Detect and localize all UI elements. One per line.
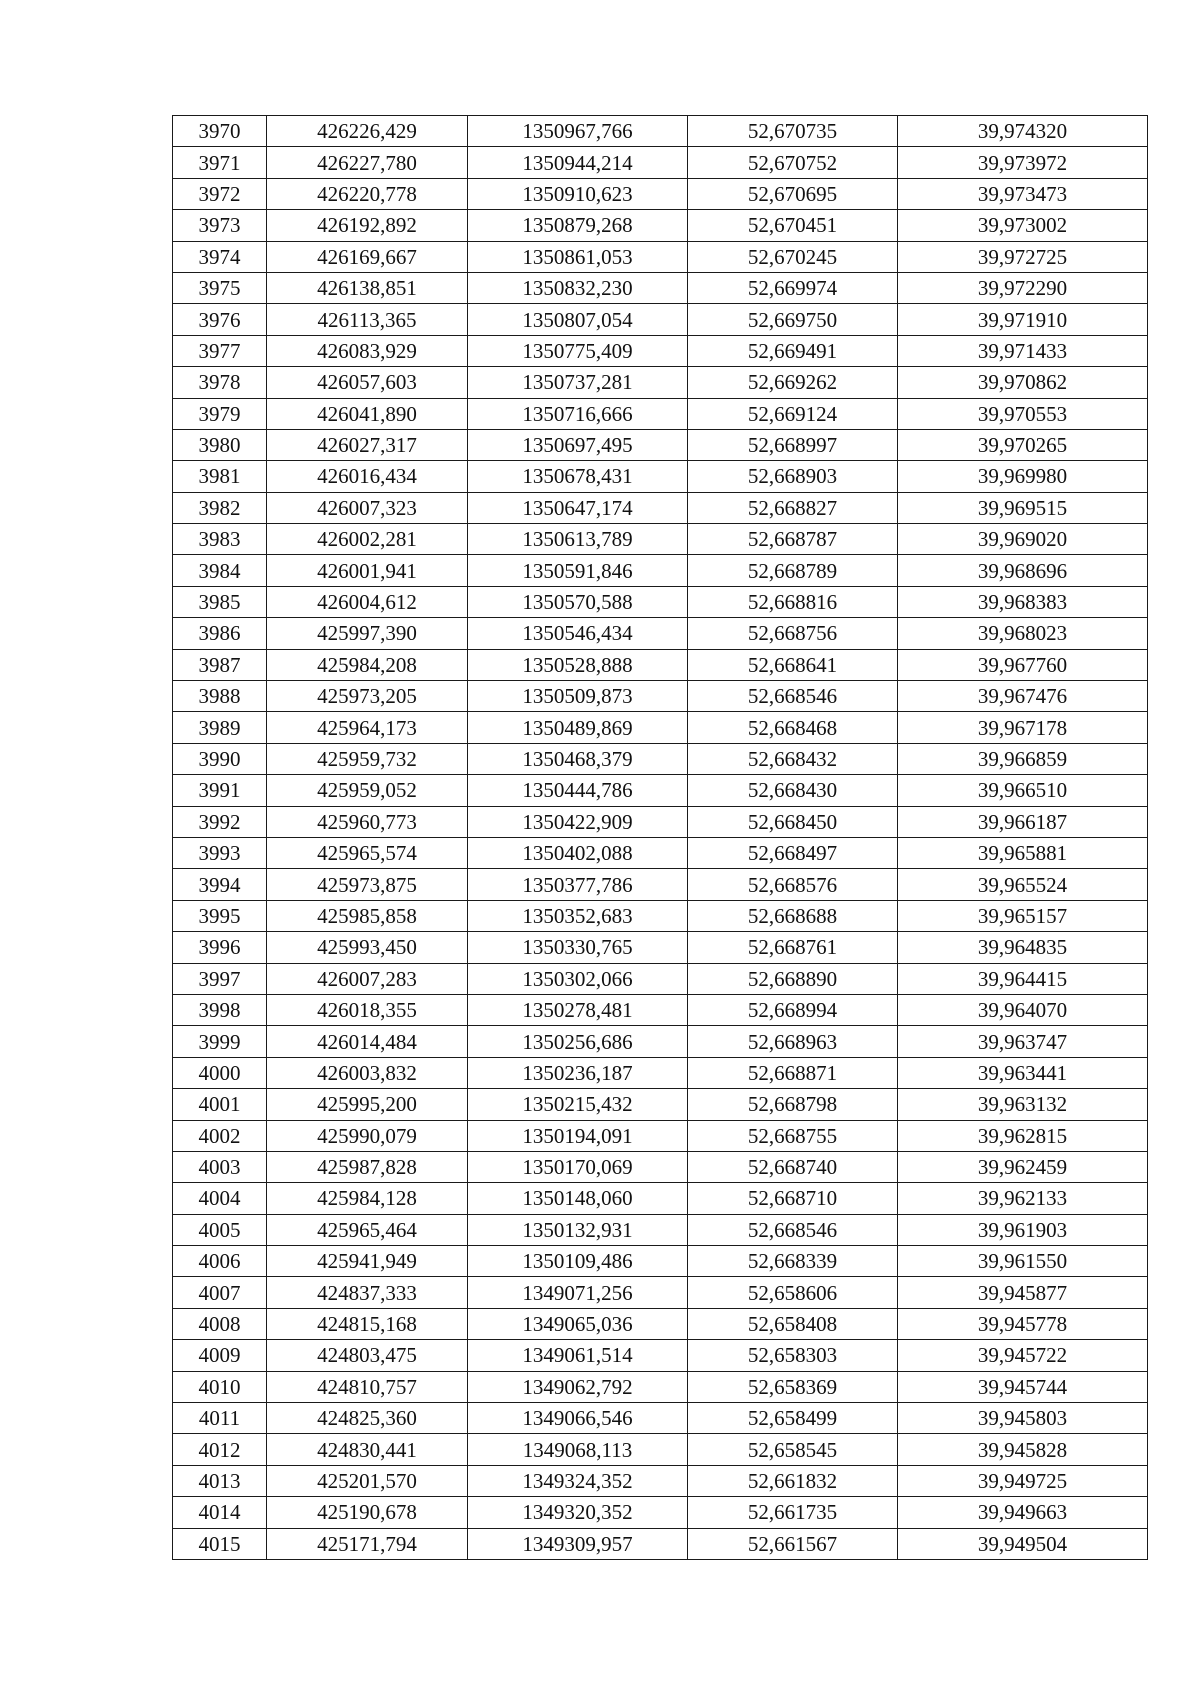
longitude-cell: 39,949725: [898, 1465, 1148, 1496]
table-row: [173, 775, 1148, 806]
y-coordinate-cell: 1350468,379: [468, 743, 688, 774]
longitude-cell: 39,973972: [898, 147, 1148, 178]
x-coordinate-cell: 426007,283: [267, 963, 468, 994]
table-body: [173, 116, 1148, 1560]
point-number-cell: 4013: [173, 1465, 267, 1496]
x-coordinate-cell: 425997,390: [267, 618, 468, 649]
x-coordinate-cell: 426138,851: [267, 272, 468, 303]
longitude-cell: 39,970553: [898, 398, 1148, 429]
point-number-cell: 3986: [173, 618, 267, 649]
latitude-cell: 52,661832: [688, 1465, 898, 1496]
y-coordinate-cell: 1349061,514: [468, 1340, 688, 1371]
longitude-cell: 39,969020: [898, 524, 1148, 555]
table-row: [173, 1120, 1148, 1151]
point-number-cell: 4007: [173, 1277, 267, 1308]
longitude-cell: 39,967476: [898, 681, 1148, 712]
point-number-cell: 3987: [173, 649, 267, 680]
x-coordinate-cell: 424830,441: [267, 1434, 468, 1465]
longitude-cell: 39,949504: [898, 1528, 1148, 1559]
y-coordinate-cell: 1349062,792: [468, 1371, 688, 1402]
longitude-cell: 39,970862: [898, 367, 1148, 398]
longitude-cell: 39,945828: [898, 1434, 1148, 1465]
point-number-cell: 3988: [173, 681, 267, 712]
y-coordinate-cell: 1349068,113: [468, 1434, 688, 1465]
y-coordinate-cell: 1349071,256: [468, 1277, 688, 1308]
y-coordinate-cell: 1349324,352: [468, 1465, 688, 1496]
table-row: [173, 1026, 1148, 1057]
x-coordinate-cell: 425171,794: [267, 1528, 468, 1559]
y-coordinate-cell: 1350489,869: [468, 712, 688, 743]
latitude-cell: 52,670695: [688, 178, 898, 209]
x-coordinate-cell: 425965,464: [267, 1214, 468, 1245]
table-row: [173, 335, 1148, 366]
latitude-cell: 52,670451: [688, 210, 898, 241]
latitude-cell: 52,658606: [688, 1277, 898, 1308]
y-coordinate-cell: 1350444,786: [468, 775, 688, 806]
latitude-cell: 52,668432: [688, 743, 898, 774]
x-coordinate-cell: 425965,574: [267, 837, 468, 868]
longitude-cell: 39,962815: [898, 1120, 1148, 1151]
table-row: [173, 1246, 1148, 1277]
x-coordinate-cell: 425984,208: [267, 649, 468, 680]
longitude-cell: 39,945778: [898, 1308, 1148, 1339]
latitude-cell: 52,668890: [688, 963, 898, 994]
latitude-cell: 52,669262: [688, 367, 898, 398]
table-row: [173, 1497, 1148, 1528]
latitude-cell: 52,668688: [688, 900, 898, 931]
latitude-cell: 52,668787: [688, 524, 898, 555]
x-coordinate-cell: 426192,892: [267, 210, 468, 241]
longitude-cell: 39,961903: [898, 1214, 1148, 1245]
y-coordinate-cell: 1350236,187: [468, 1057, 688, 1088]
latitude-cell: 52,669124: [688, 398, 898, 429]
y-coordinate-cell: 1350302,066: [468, 963, 688, 994]
point-number-cell: 3992: [173, 806, 267, 837]
table-row: [173, 147, 1148, 178]
x-coordinate-cell: 426220,778: [267, 178, 468, 209]
y-coordinate-cell: 1350148,060: [468, 1183, 688, 1214]
longitude-cell: 39,963441: [898, 1057, 1148, 1088]
latitude-cell: 52,668641: [688, 649, 898, 680]
table-row: [173, 1340, 1148, 1371]
y-coordinate-cell: 1350832,230: [468, 272, 688, 303]
table-row: [173, 1183, 1148, 1214]
point-number-cell: 3982: [173, 492, 267, 523]
table-row: [173, 649, 1148, 680]
y-coordinate-cell: 1350944,214: [468, 147, 688, 178]
latitude-cell: 52,661567: [688, 1528, 898, 1559]
x-coordinate-cell: 426227,780: [267, 147, 468, 178]
x-coordinate-cell: 426018,355: [267, 994, 468, 1025]
y-coordinate-cell: 1350330,765: [468, 932, 688, 963]
latitude-cell: 52,661735: [688, 1497, 898, 1528]
longitude-cell: 39,964835: [898, 932, 1148, 963]
table-row: [173, 1089, 1148, 1120]
latitude-cell: 52,670752: [688, 147, 898, 178]
table-row: [173, 1057, 1148, 1088]
latitude-cell: 52,668430: [688, 775, 898, 806]
longitude-cell: 39,964070: [898, 994, 1148, 1025]
table-row: [173, 869, 1148, 900]
latitude-cell: 52,668827: [688, 492, 898, 523]
table-row: [173, 461, 1148, 492]
latitude-cell: 52,668497: [688, 837, 898, 868]
longitude-cell: 39,971433: [898, 335, 1148, 366]
y-coordinate-cell: 1350528,888: [468, 649, 688, 680]
x-coordinate-cell: 426083,929: [267, 335, 468, 366]
longitude-cell: 39,965157: [898, 900, 1148, 931]
latitude-cell: 52,670735: [688, 116, 898, 147]
point-number-cell: 3995: [173, 900, 267, 931]
table-row: [173, 743, 1148, 774]
latitude-cell: 52,669750: [688, 304, 898, 335]
y-coordinate-cell: 1350278,481: [468, 994, 688, 1025]
latitude-cell: 52,668755: [688, 1120, 898, 1151]
latitude-cell: 52,670245: [688, 241, 898, 272]
longitude-cell: 39,968383: [898, 586, 1148, 617]
y-coordinate-cell: 1350377,786: [468, 869, 688, 900]
x-coordinate-cell: 425993,450: [267, 932, 468, 963]
longitude-cell: 39,966510: [898, 775, 1148, 806]
table-row: [173, 492, 1148, 523]
latitude-cell: 52,668756: [688, 618, 898, 649]
latitude-cell: 52,658545: [688, 1434, 898, 1465]
y-coordinate-cell: 1349066,546: [468, 1403, 688, 1434]
y-coordinate-cell: 1350737,281: [468, 367, 688, 398]
point-number-cell: 3993: [173, 837, 267, 868]
y-coordinate-cell: 1350352,683: [468, 900, 688, 931]
y-coordinate-cell: 1350861,053: [468, 241, 688, 272]
table-row: [173, 398, 1148, 429]
latitude-cell: 52,669974: [688, 272, 898, 303]
point-number-cell: 4014: [173, 1497, 267, 1528]
y-coordinate-cell: 1350591,846: [468, 555, 688, 586]
table-row: [173, 367, 1148, 398]
table-row: [173, 1434, 1148, 1465]
longitude-cell: 39,971910: [898, 304, 1148, 335]
table-row: [173, 900, 1148, 931]
point-number-cell: 4002: [173, 1120, 267, 1151]
x-coordinate-cell: 426007,323: [267, 492, 468, 523]
point-number-cell: 3974: [173, 241, 267, 272]
y-coordinate-cell: 1350807,054: [468, 304, 688, 335]
table-row: [173, 1214, 1148, 1245]
point-number-cell: 4004: [173, 1183, 267, 1214]
latitude-cell: 52,668789: [688, 555, 898, 586]
point-number-cell: 3971: [173, 147, 267, 178]
y-coordinate-cell: 1350402,088: [468, 837, 688, 868]
latitude-cell: 52,668546: [688, 1214, 898, 1245]
x-coordinate-cell: 426027,317: [267, 429, 468, 460]
point-number-cell: 3970: [173, 116, 267, 147]
latitude-cell: 52,669491: [688, 335, 898, 366]
table-row: [173, 241, 1148, 272]
point-number-cell: 4012: [173, 1434, 267, 1465]
point-number-cell: 3989: [173, 712, 267, 743]
x-coordinate-cell: 424803,475: [267, 1340, 468, 1371]
x-coordinate-cell: 425995,200: [267, 1089, 468, 1120]
x-coordinate-cell: 424837,333: [267, 1277, 468, 1308]
x-coordinate-cell: 425941,949: [267, 1246, 468, 1277]
longitude-cell: 39,969980: [898, 461, 1148, 492]
table-row: [173, 1277, 1148, 1308]
table-row: [173, 1528, 1148, 1559]
latitude-cell: 52,668761: [688, 932, 898, 963]
point-number-cell: 4010: [173, 1371, 267, 1402]
point-number-cell: 3998: [173, 994, 267, 1025]
table-row: [173, 116, 1148, 147]
latitude-cell: 52,668963: [688, 1026, 898, 1057]
x-coordinate-cell: 425201,570: [267, 1465, 468, 1496]
longitude-cell: 39,965524: [898, 869, 1148, 900]
x-coordinate-cell: 426169,667: [267, 241, 468, 272]
longitude-cell: 39,973473: [898, 178, 1148, 209]
x-coordinate-cell: 426226,429: [267, 116, 468, 147]
x-coordinate-cell: 424825,360: [267, 1403, 468, 1434]
table-row: [173, 806, 1148, 837]
latitude-cell: 52,668994: [688, 994, 898, 1025]
point-number-cell: 3984: [173, 555, 267, 586]
latitude-cell: 52,668339: [688, 1246, 898, 1277]
point-number-cell: 3981: [173, 461, 267, 492]
point-number-cell: 3996: [173, 932, 267, 963]
table-row: [173, 994, 1148, 1025]
point-number-cell: 4009: [173, 1340, 267, 1371]
point-number-cell: 3999: [173, 1026, 267, 1057]
longitude-cell: 39,962133: [898, 1183, 1148, 1214]
point-number-cell: 3978: [173, 367, 267, 398]
point-number-cell: 4008: [173, 1308, 267, 1339]
latitude-cell: 52,668576: [688, 869, 898, 900]
y-coordinate-cell: 1350613,789: [468, 524, 688, 555]
table-row: [173, 210, 1148, 241]
latitude-cell: 52,658499: [688, 1403, 898, 1434]
point-number-cell: 3990: [173, 743, 267, 774]
y-coordinate-cell: 1350967,766: [468, 116, 688, 147]
point-number-cell: 4000: [173, 1057, 267, 1088]
point-number-cell: 3980: [173, 429, 267, 460]
y-coordinate-cell: 1350570,588: [468, 586, 688, 617]
x-coordinate-cell: 426057,603: [267, 367, 468, 398]
latitude-cell: 52,658303: [688, 1340, 898, 1371]
y-coordinate-cell: 1349065,036: [468, 1308, 688, 1339]
x-coordinate-cell: 425964,173: [267, 712, 468, 743]
point-number-cell: 3994: [173, 869, 267, 900]
point-number-cell: 3997: [173, 963, 267, 994]
x-coordinate-cell: 426041,890: [267, 398, 468, 429]
longitude-cell: 39,969515: [898, 492, 1148, 523]
latitude-cell: 52,658408: [688, 1308, 898, 1339]
y-coordinate-cell: 1350109,486: [468, 1246, 688, 1277]
latitude-cell: 52,668997: [688, 429, 898, 460]
x-coordinate-cell: 425959,052: [267, 775, 468, 806]
x-coordinate-cell: 425990,079: [267, 1120, 468, 1151]
point-number-cell: 4015: [173, 1528, 267, 1559]
point-number-cell: 3977: [173, 335, 267, 366]
x-coordinate-cell: 425985,858: [267, 900, 468, 931]
x-coordinate-cell: 425190,678: [267, 1497, 468, 1528]
longitude-cell: 39,949663: [898, 1497, 1148, 1528]
point-number-cell: 3972: [173, 178, 267, 209]
coordinates-table: [172, 115, 1148, 1560]
x-coordinate-cell: 424815,168: [267, 1308, 468, 1339]
longitude-cell: 39,972725: [898, 241, 1148, 272]
longitude-cell: 39,945877: [898, 1277, 1148, 1308]
x-coordinate-cell: 426113,365: [267, 304, 468, 335]
table-row: [173, 272, 1148, 303]
longitude-cell: 39,963747: [898, 1026, 1148, 1057]
longitude-cell: 39,973002: [898, 210, 1148, 241]
table-row: [173, 1403, 1148, 1434]
table-row: [173, 1371, 1148, 1402]
longitude-cell: 39,972290: [898, 272, 1148, 303]
latitude-cell: 52,668871: [688, 1057, 898, 1088]
longitude-cell: 39,945803: [898, 1403, 1148, 1434]
y-coordinate-cell: 1350509,873: [468, 681, 688, 712]
longitude-cell: 39,964415: [898, 963, 1148, 994]
x-coordinate-cell: 426004,612: [267, 586, 468, 617]
point-number-cell: 3975: [173, 272, 267, 303]
y-coordinate-cell: 1350194,091: [468, 1120, 688, 1151]
y-coordinate-cell: 1350697,495: [468, 429, 688, 460]
latitude-cell: 52,668468: [688, 712, 898, 743]
point-number-cell: 3983: [173, 524, 267, 555]
table-row: [173, 524, 1148, 555]
y-coordinate-cell: 1350879,268: [468, 210, 688, 241]
table-row: [173, 712, 1148, 743]
table-row: [173, 429, 1148, 460]
latitude-cell: 52,658369: [688, 1371, 898, 1402]
longitude-cell: 39,966859: [898, 743, 1148, 774]
x-coordinate-cell: 425973,875: [267, 869, 468, 900]
point-number-cell: 4001: [173, 1089, 267, 1120]
x-coordinate-cell: 426016,434: [267, 461, 468, 492]
point-number-cell: 3985: [173, 586, 267, 617]
point-number-cell: 4006: [173, 1246, 267, 1277]
longitude-cell: 39,967178: [898, 712, 1148, 743]
latitude-cell: 52,668798: [688, 1089, 898, 1120]
latitude-cell: 52,668816: [688, 586, 898, 617]
latitude-cell: 52,668710: [688, 1183, 898, 1214]
point-number-cell: 4005: [173, 1214, 267, 1245]
x-coordinate-cell: 425960,773: [267, 806, 468, 837]
longitude-cell: 39,963132: [898, 1089, 1148, 1120]
longitude-cell: 39,974320: [898, 116, 1148, 147]
longitude-cell: 39,970265: [898, 429, 1148, 460]
table-row: [173, 555, 1148, 586]
point-number-cell: 3973: [173, 210, 267, 241]
longitude-cell: 39,968696: [898, 555, 1148, 586]
x-coordinate-cell: 424810,757: [267, 1371, 468, 1402]
y-coordinate-cell: 1350546,434: [468, 618, 688, 649]
longitude-cell: 39,966187: [898, 806, 1148, 837]
y-coordinate-cell: 1350716,666: [468, 398, 688, 429]
point-number-cell: 3979: [173, 398, 267, 429]
y-coordinate-cell: 1349320,352: [468, 1497, 688, 1528]
x-coordinate-cell: 425984,128: [267, 1183, 468, 1214]
x-coordinate-cell: 425987,828: [267, 1151, 468, 1182]
y-coordinate-cell: 1349309,957: [468, 1528, 688, 1559]
y-coordinate-cell: 1350132,931: [468, 1214, 688, 1245]
table-row: [173, 1151, 1148, 1182]
point-number-cell: 3976: [173, 304, 267, 335]
table-row: [173, 304, 1148, 335]
latitude-cell: 52,668546: [688, 681, 898, 712]
y-coordinate-cell: 1350647,174: [468, 492, 688, 523]
x-coordinate-cell: 426002,281: [267, 524, 468, 555]
latitude-cell: 52,668903: [688, 461, 898, 492]
point-number-cell: 3991: [173, 775, 267, 806]
latitude-cell: 52,668450: [688, 806, 898, 837]
longitude-cell: 39,967760: [898, 649, 1148, 680]
longitude-cell: 39,961550: [898, 1246, 1148, 1277]
table-row: [173, 932, 1148, 963]
table-row: [173, 1308, 1148, 1339]
table-row: [173, 586, 1148, 617]
longitude-cell: 39,945744: [898, 1371, 1148, 1402]
longitude-cell: 39,968023: [898, 618, 1148, 649]
y-coordinate-cell: 1350422,909: [468, 806, 688, 837]
y-coordinate-cell: 1350170,069: [468, 1151, 688, 1182]
y-coordinate-cell: 1350256,686: [468, 1026, 688, 1057]
table-row: [173, 618, 1148, 649]
longitude-cell: 39,962459: [898, 1151, 1148, 1182]
table-row: [173, 963, 1148, 994]
y-coordinate-cell: 1350910,623: [468, 178, 688, 209]
longitude-cell: 39,965881: [898, 837, 1148, 868]
x-coordinate-cell: 425959,732: [267, 743, 468, 774]
x-coordinate-cell: 425973,205: [267, 681, 468, 712]
latitude-cell: 52,668740: [688, 1151, 898, 1182]
table-row: [173, 178, 1148, 209]
y-coordinate-cell: 1350775,409: [468, 335, 688, 366]
y-coordinate-cell: 1350215,432: [468, 1089, 688, 1120]
x-coordinate-cell: 426001,941: [267, 555, 468, 586]
point-number-cell: 4011: [173, 1403, 267, 1434]
point-number-cell: 4003: [173, 1151, 267, 1182]
table-row: [173, 1465, 1148, 1496]
table-row: [173, 837, 1148, 868]
longitude-cell: 39,945722: [898, 1340, 1148, 1371]
table-row: [173, 681, 1148, 712]
x-coordinate-cell: 426003,832: [267, 1057, 468, 1088]
x-coordinate-cell: 426014,484: [267, 1026, 468, 1057]
y-coordinate-cell: 1350678,431: [468, 461, 688, 492]
